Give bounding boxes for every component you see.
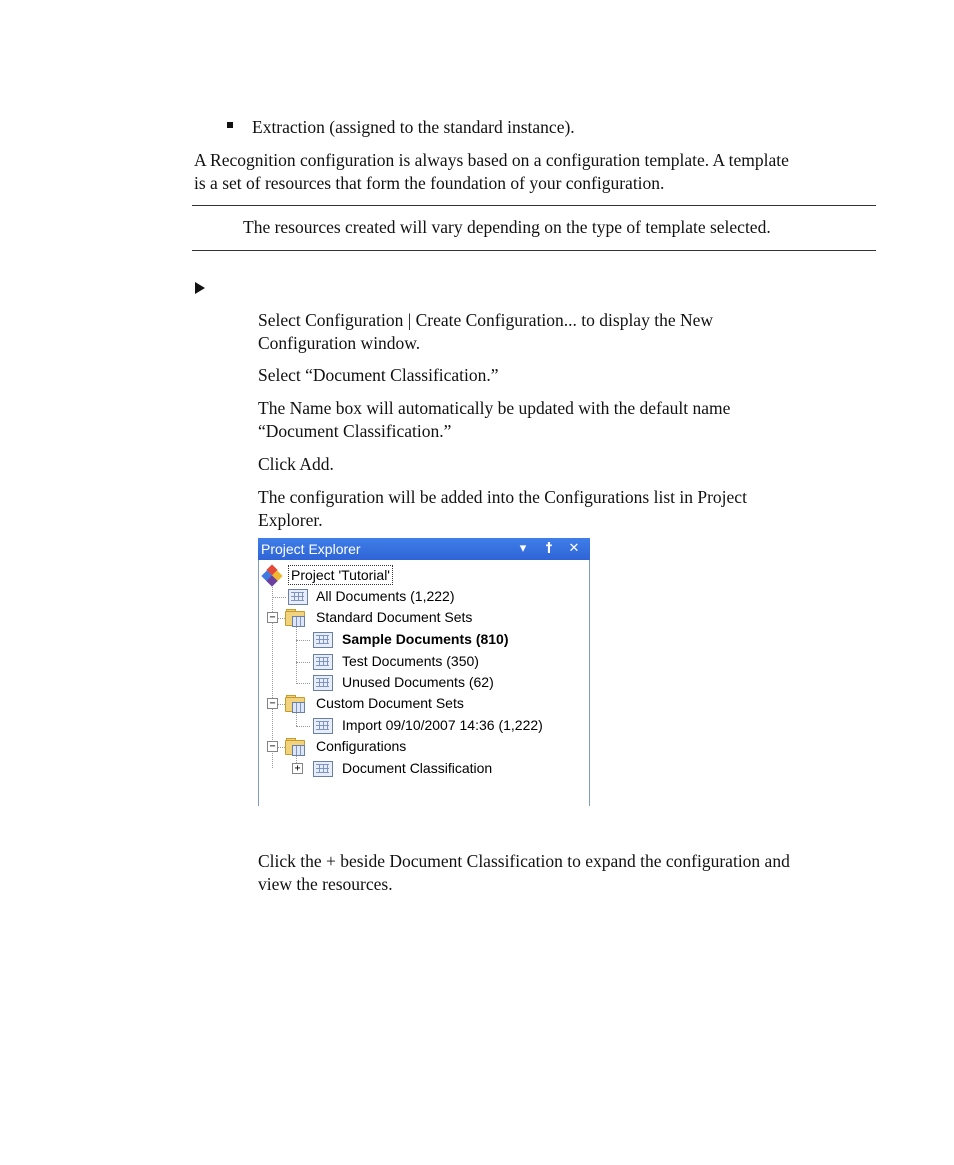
intro-line-2: is a set of resources that form the foundation of your configuration. [194,173,665,193]
step-1 [258,309,878,355]
collapse-icon[interactable]: − [267,612,278,623]
step-1-line-1: Select Configuration | Create Configuration... to display the New [258,310,713,330]
collapse-icon[interactable]: − [267,698,278,709]
tree-item-standard-document-sets[interactable]: Standard Document Sets [316,609,473,625]
tree-line [296,640,310,641]
document-set-icon [313,632,333,648]
tree-item-all-documents[interactable]: All Documents (1,222) [316,588,455,604]
tree-item-sample-documents[interactable]: Sample Documents (810) [342,631,509,647]
step-3-line-2: “Document Classification.” [258,421,452,441]
step-5-line-2: Explorer. [258,510,323,530]
bullet-item: Extraction (assigned to the standard instance). [252,117,575,137]
tree-line [296,726,310,727]
tree-line [277,704,285,705]
tree-line [296,712,297,726]
step-6-line-1: Click the + beside Document Classification to expand the configuration and [258,851,790,871]
step-6-line-2: view the resources. [258,874,393,894]
pin-icon[interactable]: † [545,541,553,556]
step-2: Select “Document Classification.” [258,365,499,385]
tree-item-configurations[interactable]: Configurations [316,738,407,754]
collapse-icon[interactable]: − [267,741,278,752]
project-explorer-panel [258,538,590,806]
procedure-arrow-icon [195,282,205,294]
tree-line [277,747,285,748]
tree-item-unused-documents[interactable]: Unused Documents (62) [342,674,494,690]
intro-line-1: A Recognition configuration is always based on a configuration template. A template [194,150,789,170]
tree-line [296,683,310,684]
tree-line [272,597,286,598]
step-1-line-2: Configuration window. [258,333,421,353]
document-set-icon [288,589,308,605]
step-6 [258,850,878,896]
document-set-icon [313,761,333,777]
note-rule-bottom [192,250,876,251]
tree-item-document-classification[interactable]: Document Classification [342,760,493,776]
bullet-marker [227,122,233,128]
note-text: The resources created will vary depending on the type of template selected. [243,217,771,237]
tree-item-import[interactable]: Import 09/10/2007 14:36 (1,222) [342,717,543,733]
tree-item-custom-document-sets[interactable]: Custom Document Sets [316,695,464,711]
step-4: Click Add. [258,454,334,474]
tree-item-project[interactable]: Project 'Tutorial' [288,565,393,585]
folder-icon [285,738,305,754]
tree-line [296,662,310,663]
document-set-icon [313,654,333,670]
folder-icon [285,695,305,711]
project-explorer-titlebar [258,538,590,560]
note-rule-top [192,205,876,206]
dropdown-icon[interactable]: ▾ [519,541,527,556]
tree-item-test-documents[interactable]: Test Documents (350) [342,653,479,669]
folder-icon [285,609,305,625]
project-icon [262,565,282,585]
intro-paragraph [194,149,884,195]
document-set-icon [313,675,333,691]
project-explorer-tree [258,560,590,806]
tree-line [296,626,297,684]
expand-icon[interactable]: + [292,763,303,774]
step-3-line-1: The Name box will automatically be updated with the default name [258,398,731,418]
document-set-icon [313,718,333,734]
step-3 [258,397,878,443]
tree-line [272,578,273,768]
tree-line [277,618,285,619]
step-5-line-1: The configuration will be added into the Configurations list in Project [258,487,747,507]
close-icon[interactable]: ✕ [568,541,580,556]
step-5 [258,486,878,532]
project-explorer-title: Project Explorer [261,541,361,557]
